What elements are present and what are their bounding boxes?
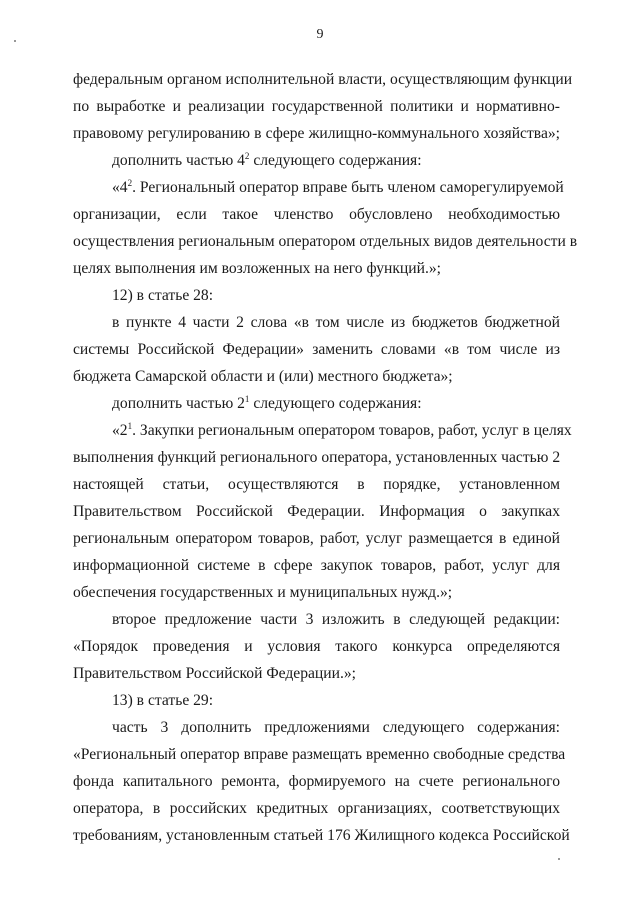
line: «Региональный оператор вправе размещать временно свободные средства	[73, 746, 566, 763]
superscript: 2	[244, 150, 250, 161]
text: следующего содержания:	[249, 152, 422, 169]
line: оператора, в российских кредитных организациях, соответствующих	[73, 800, 560, 817]
line: Правительством Российской Федерации.»;	[73, 665, 356, 682]
line: требованиям, установленным статьей 176 Жилищного кодекса Российской	[73, 827, 570, 844]
line: часть 3 дополнить предложениями следующего содержания:	[112, 719, 560, 736]
line: в пункте 4 части 2 слова «в том числе из бюджетов бюджетной	[112, 314, 560, 331]
line: целях выполнения им возложенных на него функций.»;	[73, 260, 441, 277]
line: «Порядок проведения и условия такого конкурса определяются	[73, 638, 560, 655]
line	[112, 420, 572, 441]
line: региональным оператором товаров, работ, услуг размещается в единой	[73, 530, 560, 547]
line	[112, 177, 564, 198]
text: «$4^2$	[112, 177, 133, 196]
line: 13) в статье 29:	[112, 692, 214, 709]
line: второе предложение части 3 изложить в следующей редакции:	[112, 611, 560, 628]
line: Правительством Российской Федерации. Информация о закупках	[73, 503, 560, 520]
superscript: 1	[127, 420, 133, 431]
line: по выработке и реализации государственной политики и нормативно-	[73, 98, 560, 115]
text: «$2^1$	[112, 420, 133, 439]
line: правовому регулированию в сфере жилищно-коммунального хозяйства»;	[73, 125, 560, 142]
text: следующего содержания:	[249, 395, 422, 412]
text: дополнить частью 2	[112, 395, 245, 412]
text: . Региональный оператор вправе быть членом саморегулируемой	[132, 179, 564, 196]
text: дополнить частью 4	[112, 152, 245, 169]
page-number: 9	[316, 27, 324, 42]
line: осуществления региональным оператором отдельных видов деятельности в	[73, 233, 578, 250]
scan-speck	[14, 40, 16, 42]
superscript: 1	[244, 393, 250, 404]
superscript: 2	[127, 177, 133, 188]
line	[112, 151, 422, 171]
text: . Закупки региональным оператором товаров, работ, услуг в целях	[132, 422, 572, 439]
line	[112, 394, 422, 414]
line: бюджета Самарской области и (или) местного бюджета»;	[73, 368, 453, 385]
line: федеральным органом исполнительной власти, осуществляющим функции	[73, 71, 573, 88]
line: системы Российской Федерации» заменить словами «в том числе из	[73, 341, 560, 358]
line: организации, если такое членство обусловлено необходимостью	[73, 206, 560, 223]
line: информационной системе в сфере закупок товаров, работ, услуг для	[73, 557, 560, 574]
line: настоящей статьи, осуществляются в порядке, установленном	[73, 476, 560, 493]
scan-speck	[558, 858, 560, 860]
line: обеспечения государственных и муниципальных нужд.»;	[73, 584, 453, 601]
line: выполнения функций регионального оператора, установленных частью 2	[73, 449, 561, 466]
line: 12) в статье 28:	[112, 287, 214, 304]
line: фонда капитального ремонта, формируемого на счете регионального	[73, 773, 560, 790]
